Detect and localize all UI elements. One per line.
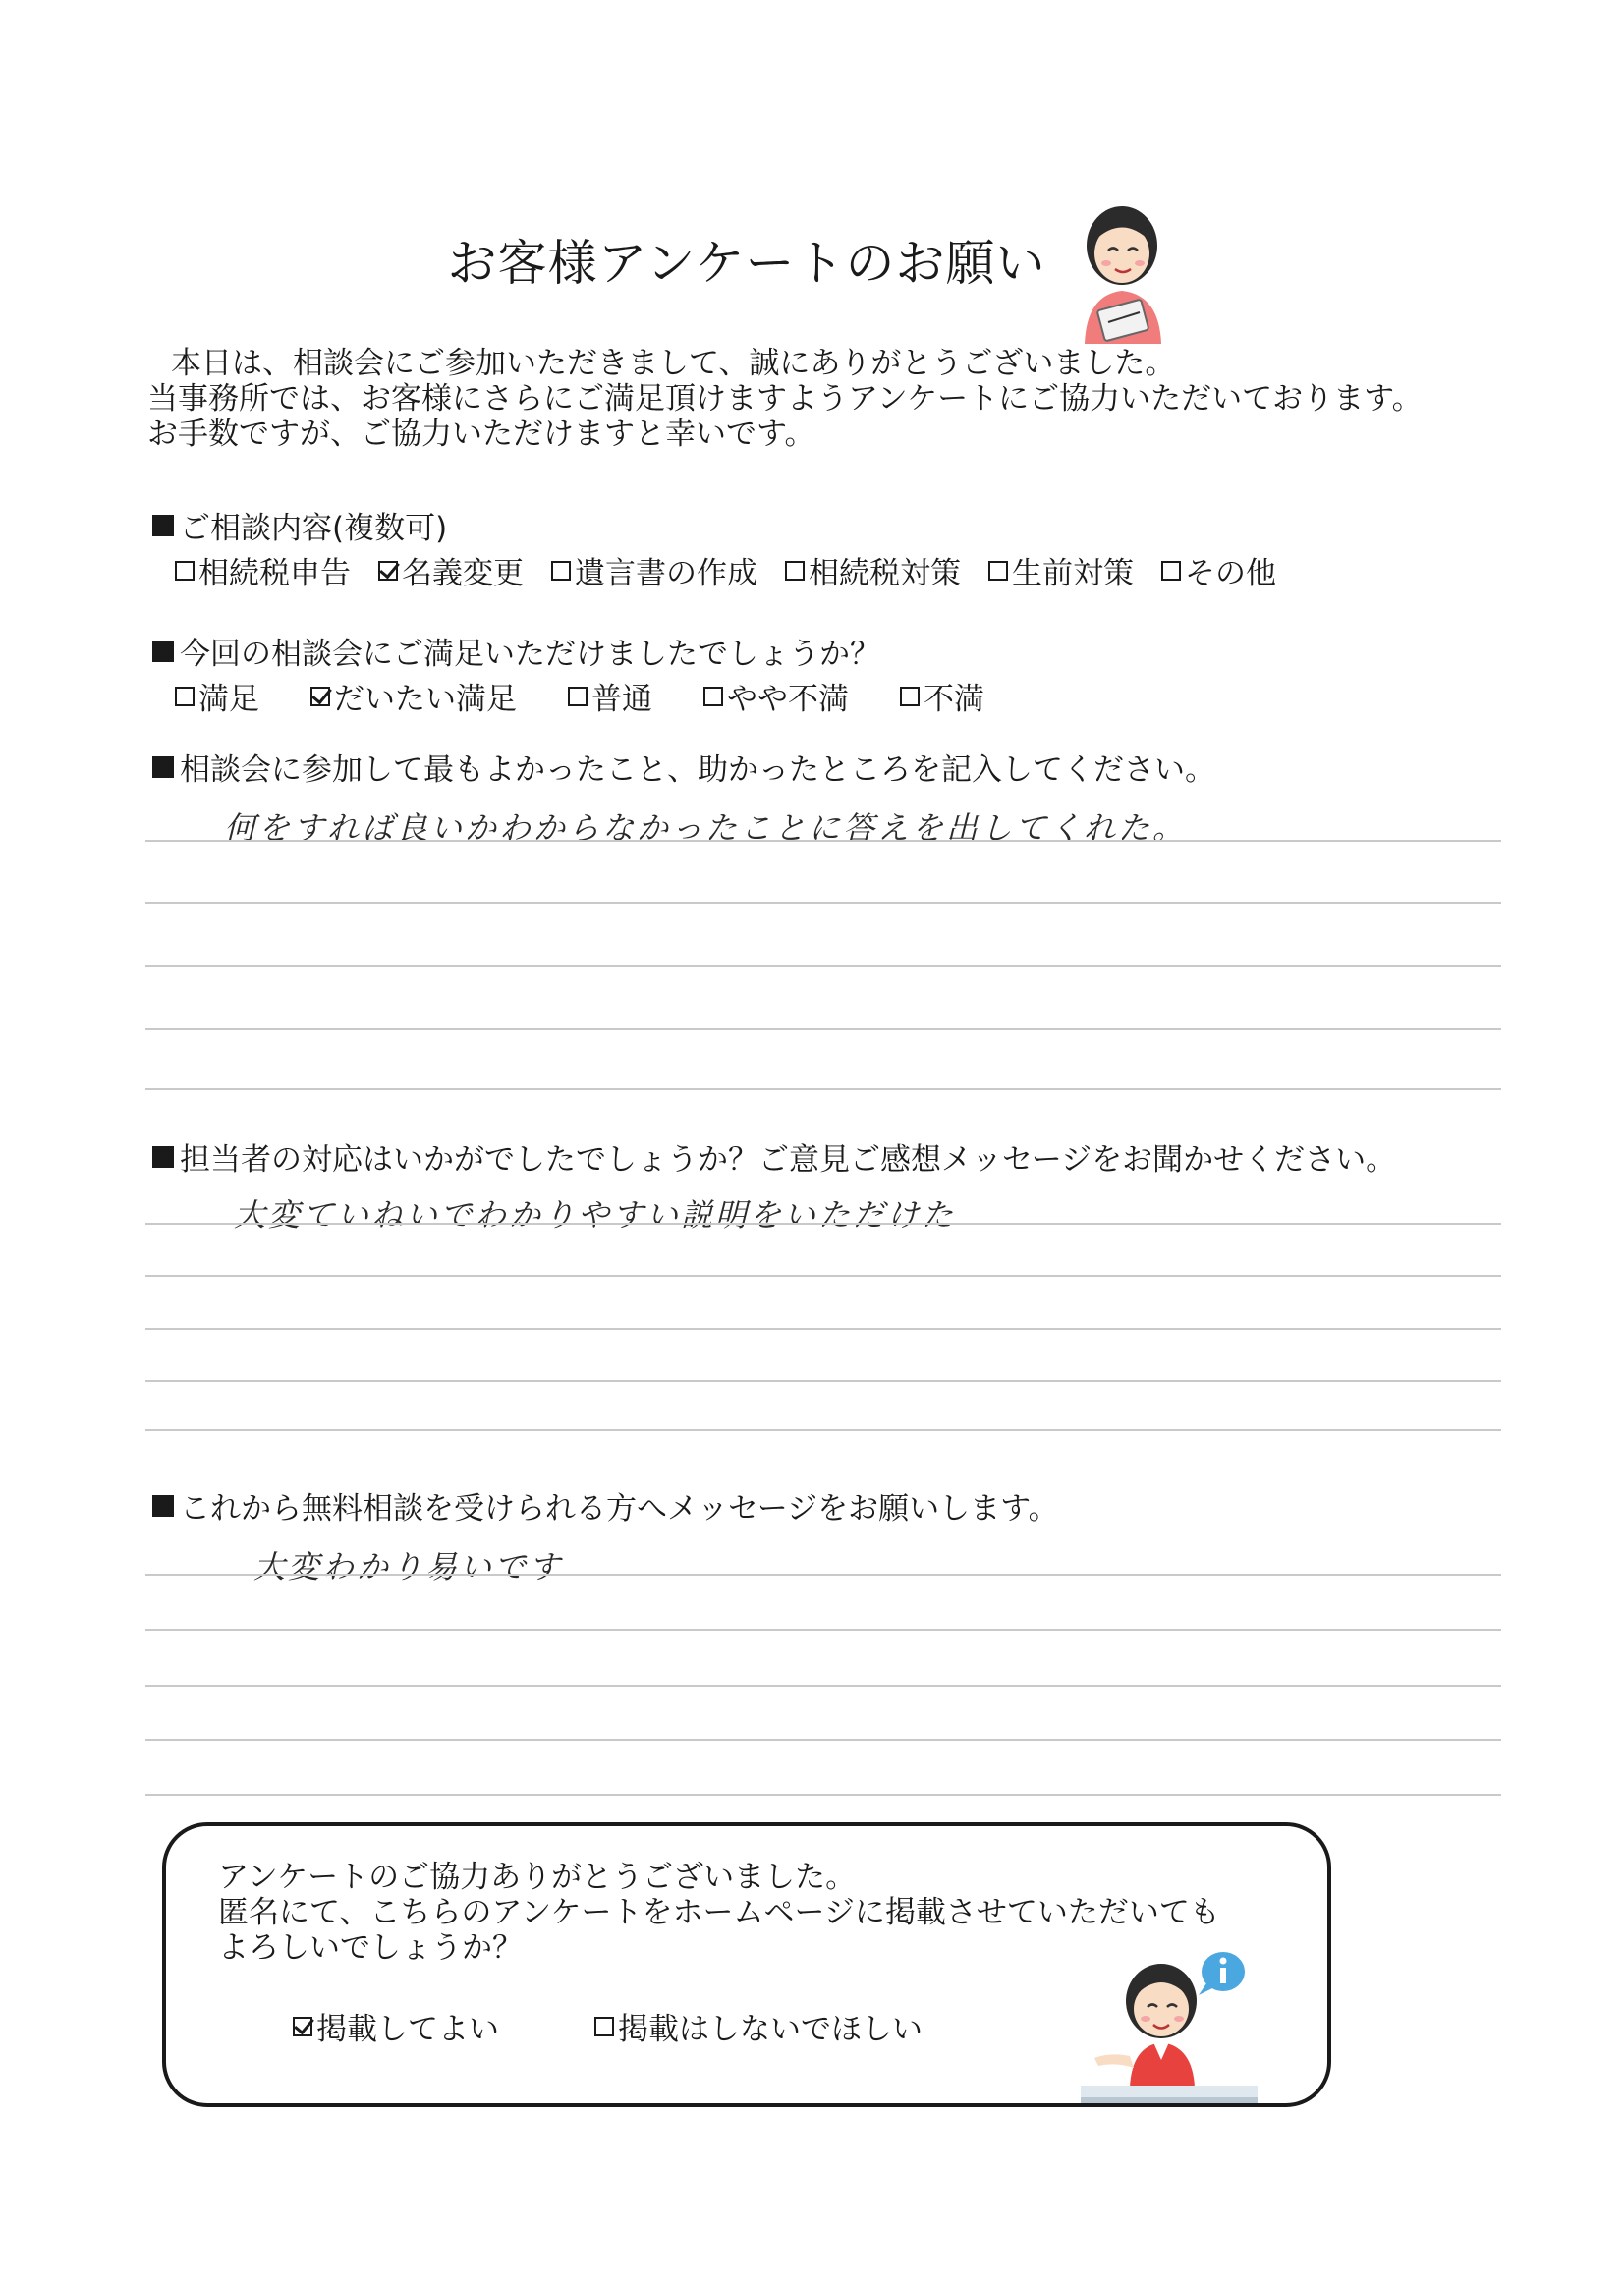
answer-line: [145, 1028, 1501, 1030]
question-message-to-others: [152, 1483, 1059, 1528]
answer-line: [145, 965, 1501, 967]
checkbox-checked-icon[interactable]: [310, 687, 330, 706]
answer-line: [145, 1380, 1501, 1382]
checkbox-icon[interactable]: [175, 687, 195, 706]
answer-line: [145, 1739, 1501, 1741]
woman-with-clipboard-icon: [1071, 196, 1179, 344]
option-dissatisfied[interactable]: 不満: [900, 674, 984, 718]
question-heading: 今回の相談会にご満足いただけましたでしょうか？: [180, 637, 880, 672]
option-inheritance-tax-planning[interactable]: 相続税対策: [785, 548, 961, 592]
answer-line: [145, 1574, 1501, 1576]
bullet-square-icon: [152, 1146, 174, 1168]
question-heading: これから無料相談を受けられる方へメッセージをお願いします。: [180, 1491, 1059, 1527]
satisfaction-options: [175, 674, 1012, 718]
question-consultation-topic: [152, 503, 447, 547]
question-best-part: [152, 745, 1215, 789]
answer-line: [145, 1629, 1501, 1631]
receptionist-info-icon: [1081, 1940, 1258, 2107]
option-neutral[interactable]: 普通: [568, 674, 652, 718]
bullet-square-icon: [152, 641, 174, 662]
checkbox-icon[interactable]: [551, 561, 571, 581]
closing-line: よろしいでしょうか？: [218, 1930, 523, 1966]
handwritten-answer[interactable]: 何をすれば良いかわからなかったことに答えを出してくれた。: [224, 809, 1188, 847]
bullet-square-icon: [152, 1495, 174, 1517]
checkbox-icon[interactable]: [988, 561, 1008, 581]
answer-line: [145, 1223, 1501, 1225]
answer-line: [145, 1275, 1501, 1277]
checkbox-icon[interactable]: [1161, 561, 1181, 581]
option-other[interactable]: その他: [1161, 548, 1276, 592]
option-pre-death-planning[interactable]: 生前対策: [988, 548, 1134, 592]
intro-line: 当事務所では、お客様にさらにご満足頂けますようアンケートにご協力いただいております。: [147, 381, 1423, 417]
option-inheritance-tax-filing[interactable]: 相続税申告: [175, 548, 351, 592]
checkbox-icon[interactable]: [900, 687, 920, 706]
question-heading: 相談会に参加して最もよかったこと、助かったところを記入してください。: [180, 752, 1215, 788]
page-title: お客様アンケートのお願い: [447, 235, 1046, 292]
handwritten-answer[interactable]: 大変ていねいでわかりやすい説明をいただけた: [234, 1197, 957, 1234]
option-title-change[interactable]: 名義変更: [378, 548, 524, 592]
answer-line: [145, 1794, 1501, 1796]
option-publish-ok[interactable]: 掲載してよい: [293, 2004, 499, 2048]
bullet-square-icon: [152, 515, 174, 536]
closing-message: [218, 1860, 1220, 1966]
answer-line: [145, 1685, 1501, 1687]
intro-text: [147, 346, 1423, 452]
answer-line: [145, 1328, 1501, 1330]
question-heading: 担当者の対応はいかがでしたでしょうか？ご意見ご感想メッセージをお聞かせください。: [180, 1142, 1397, 1178]
option-mostly-satisfied[interactable]: だいたい満足: [310, 674, 517, 718]
answer-line: [145, 1088, 1501, 1090]
question-heading: ご相談内容(複数可): [180, 511, 448, 546]
intro-line: 本日は、相談会にご参加いただきまして、誠にありがとうございました。: [171, 346, 1176, 381]
checkbox-checked-icon[interactable]: [293, 2017, 312, 2036]
question-staff-response: [152, 1135, 1396, 1179]
intro-line: お手数ですが、ご協力いただけますと幸いです。: [147, 417, 815, 452]
option-will-creation[interactable]: 遺言書の作成: [551, 548, 757, 592]
option-publish-ng[interactable]: 掲載はしないでほしい: [594, 2004, 923, 2048]
checkbox-icon[interactable]: [785, 561, 805, 581]
option-satisfied[interactable]: 満足: [175, 674, 259, 718]
question-satisfaction: [152, 629, 880, 673]
checkbox-icon[interactable]: [594, 2017, 614, 2036]
checkbox-icon[interactable]: [568, 687, 588, 706]
option-somewhat-dissatisfied[interactable]: やや不満: [703, 674, 849, 718]
answer-line: [145, 840, 1501, 842]
checkbox-checked-icon[interactable]: [378, 561, 398, 581]
bullet-square-icon: [152, 756, 174, 778]
closing-line: 匿名にて、こちらのアンケートをホームページに掲載させていただいても: [218, 1895, 1220, 1930]
answer-line: [145, 1429, 1501, 1431]
consultation-topic-options: [175, 548, 1304, 592]
closing-line: アンケートのご協力ありがとうございました。: [218, 1860, 857, 1895]
answer-line: [145, 902, 1501, 904]
handwritten-answer[interactable]: 大変わかり易いです: [253, 1548, 564, 1586]
checkbox-icon[interactable]: [175, 561, 195, 581]
checkbox-icon[interactable]: [703, 687, 723, 706]
